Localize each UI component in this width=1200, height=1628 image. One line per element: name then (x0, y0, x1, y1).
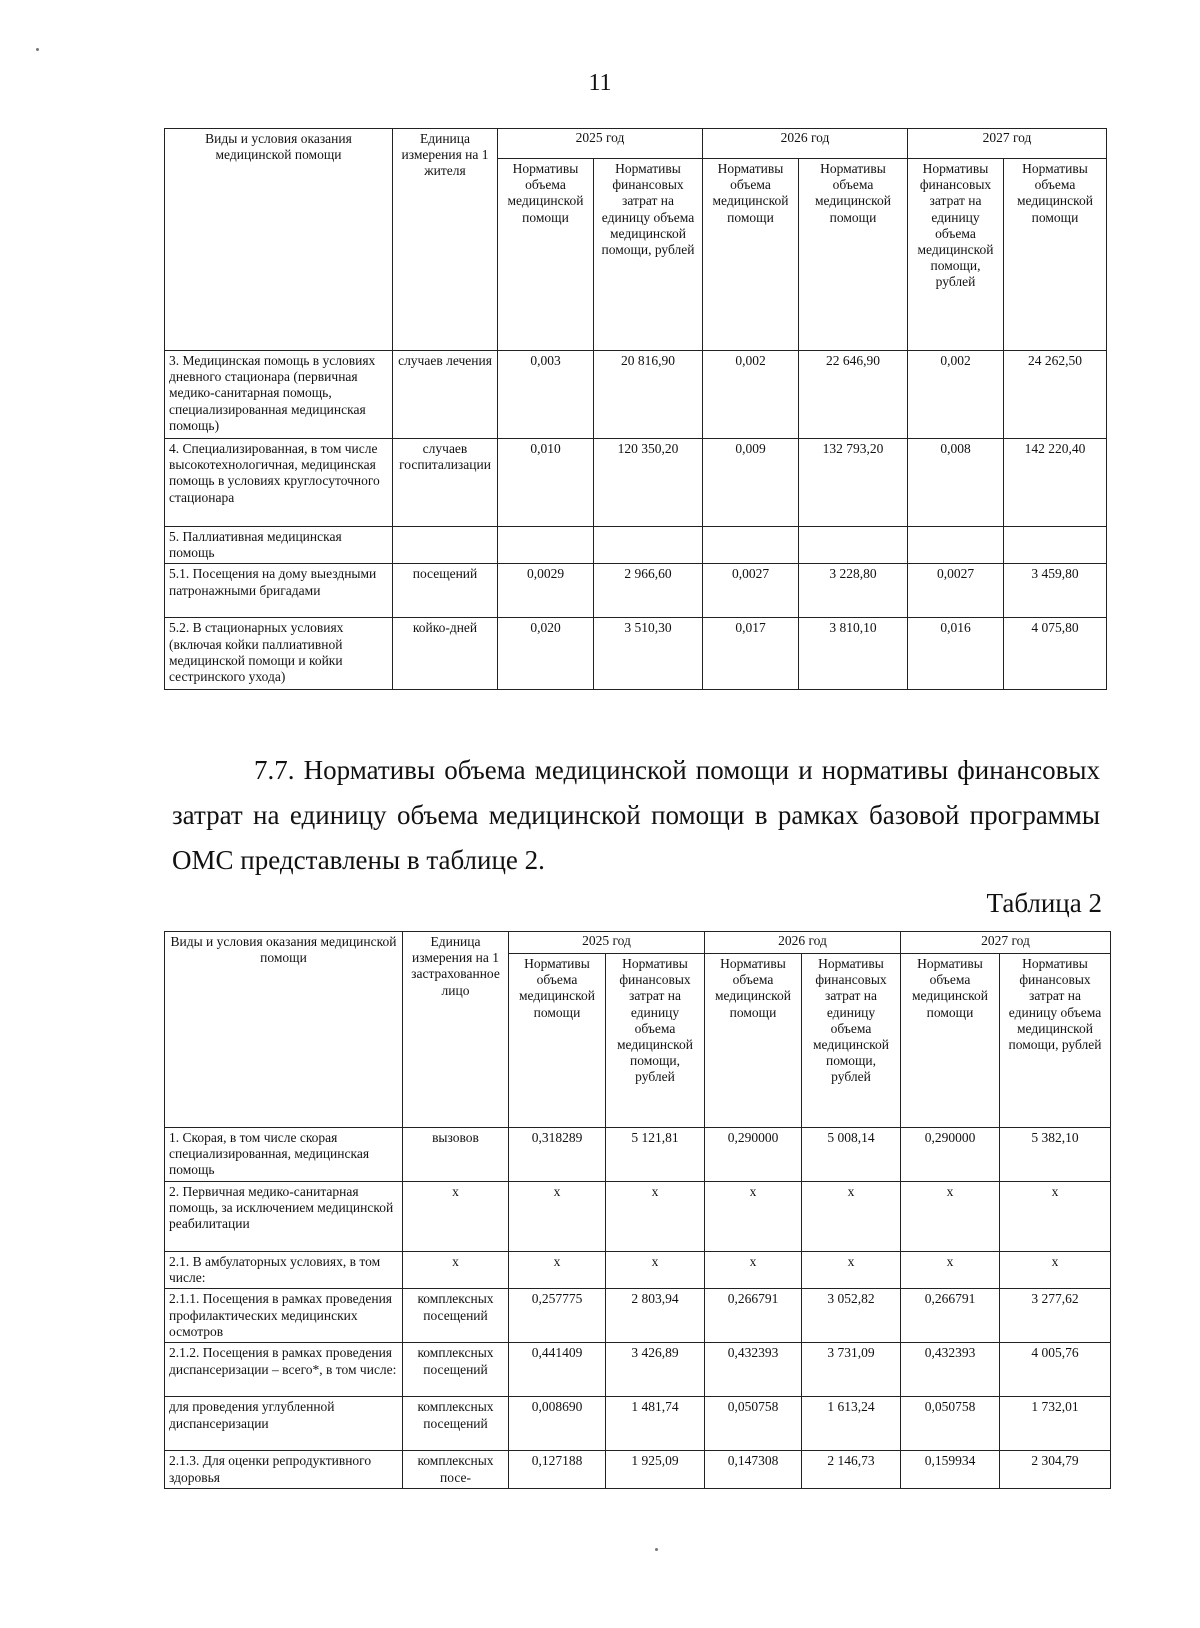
subheader-cell: Нормативы финансовых затрат на единицу объема медицинской помощи, рублей (594, 159, 703, 351)
row-label: 2.1.2. Посещения в рамках проведения диспансеризации – всего*, в том числе: (165, 1343, 403, 1397)
subheader-cell: Нормативы финансовых затрат на единицу объема медицинской помощи, рублей (606, 954, 705, 1128)
value-cell: 132 793,20 (799, 439, 908, 527)
value-cell: 0,318289 (509, 1128, 606, 1182)
value-cell: 2 966,60 (594, 564, 703, 618)
table-row (165, 351, 1107, 439)
value-cell: х (606, 1252, 705, 1289)
value-cell: 0,050758 (705, 1397, 802, 1451)
value-cell (908, 527, 1004, 564)
value-cell: х (1000, 1252, 1111, 1289)
row-unit: койко-дней (393, 618, 498, 690)
value-cell: 2 304,79 (1000, 1451, 1111, 1489)
subheader-cell: Нормативы объема медицинской помощи (703, 159, 799, 351)
value-cell: 1 481,74 (606, 1397, 705, 1451)
subheader-cell: Нормативы финансовых затрат на единицу объема медицинской помощи, рублей (1000, 954, 1111, 1128)
value-cell (1004, 527, 1107, 564)
page-number: 11 (588, 70, 612, 96)
value-cell: 0,010 (498, 439, 594, 527)
value-cell: х (509, 1252, 606, 1289)
header-unit: Единица измерения на 1 застрахованное лицо (403, 932, 509, 1128)
value-cell: х (901, 1252, 1000, 1289)
row-unit: комплексных посещений (403, 1343, 509, 1397)
table-header-row (165, 129, 1107, 159)
value-cell: 0,0029 (498, 564, 594, 618)
scan-speck (655, 1548, 658, 1551)
value-cell: 0,432393 (705, 1343, 802, 1397)
value-cell: х (509, 1182, 606, 1252)
value-cell: 3 810,10 (799, 618, 908, 690)
value-cell: 3 459,80 (1004, 564, 1107, 618)
value-cell: 2 803,94 (606, 1289, 705, 1343)
value-cell: 0,050758 (901, 1397, 1000, 1451)
header-year: 2026 год (705, 932, 901, 954)
table-1 (164, 128, 1107, 690)
value-cell: 3 510,30 (594, 618, 703, 690)
table-row (165, 1252, 1111, 1289)
header-year: 2027 год (901, 932, 1111, 954)
value-cell: 0,127188 (509, 1451, 606, 1489)
header-kind: Виды и условия оказания медицинской помощи (165, 932, 403, 1128)
header-year: 2025 год (509, 932, 705, 954)
row-label: 5.2. В стационарных условиях (включая койки паллиативной медицинской помощи и койки сестринского ухода) (165, 618, 393, 690)
value-cell: 0,009 (703, 439, 799, 527)
subheader-cell: Нормативы финансовых затрат на единицу объема медицинской помощи, рублей (802, 954, 901, 1128)
row-label: 2.1.1. Посещения в рамках проведения профилактических медицинских осмотров (165, 1289, 403, 1343)
table-row (165, 1128, 1111, 1182)
value-cell: 1 925,09 (606, 1451, 705, 1489)
value-cell: 3 426,89 (606, 1343, 705, 1397)
table-header-row (165, 932, 1111, 954)
row-label: 5.1. Посещения на дому выездными патронажными бригадами (165, 564, 393, 618)
value-cell (498, 527, 594, 564)
value-cell: х (802, 1182, 901, 1252)
value-cell: х (606, 1182, 705, 1252)
header-year: 2026 год (703, 129, 908, 159)
value-cell: 0,020 (498, 618, 594, 690)
row-unit: комплексных посе- (403, 1451, 509, 1489)
row-label: 2.1.3. Для оценки репродуктивного здоровья (165, 1451, 403, 1489)
value-cell: 3 731,09 (802, 1343, 901, 1397)
subheader-cell: Нормативы объема медицинской помощи (498, 159, 594, 351)
value-cell: 3 052,82 (802, 1289, 901, 1343)
value-cell: 120 350,20 (594, 439, 703, 527)
row-label: 3. Медицинская помощь в условиях дневного стационара (первичная медико-санитарная помощь, специализированная медицинская помощь) (165, 351, 393, 439)
table-row (165, 527, 1107, 564)
value-cell: х (1000, 1182, 1111, 1252)
table-row (165, 1397, 1111, 1451)
value-cell: 0,147308 (705, 1451, 802, 1489)
table-row (165, 1343, 1111, 1397)
value-cell: 0,008690 (509, 1397, 606, 1451)
row-unit (393, 527, 498, 564)
value-cell: 5 382,10 (1000, 1128, 1111, 1182)
header-year: 2025 год (498, 129, 703, 159)
value-cell: 0,002 (908, 351, 1004, 439)
subheader-cell: Нормативы объема медицинской помощи (1004, 159, 1107, 351)
value-cell: 0,266791 (901, 1289, 1000, 1343)
value-cell: 20 816,90 (594, 351, 703, 439)
subheader-cell: Нормативы объема медицинской помощи (705, 954, 802, 1128)
value-cell: 0,441409 (509, 1343, 606, 1397)
row-label: 1. Скорая, в том числе скорая специализированная, медицинская помощь (165, 1128, 403, 1182)
row-label: 2.1. В амбулаторных условиях, в том числе: (165, 1252, 403, 1289)
value-cell: 0,266791 (705, 1289, 802, 1343)
value-cell: 0,003 (498, 351, 594, 439)
value-cell: 0,002 (703, 351, 799, 439)
value-cell: 4 005,76 (1000, 1343, 1111, 1397)
value-cell: 1 613,24 (802, 1397, 901, 1451)
value-cell: 0,0027 (703, 564, 799, 618)
value-cell: 5 008,14 (802, 1128, 901, 1182)
table-row (165, 1451, 1111, 1489)
value-cell: х (705, 1182, 802, 1252)
header-year: 2027 год (908, 129, 1107, 159)
row-unit: х (403, 1182, 509, 1252)
scan-speck (36, 48, 39, 51)
row-label: 5. Паллиативная медицинская помощь (165, 527, 393, 564)
value-cell: 3 277,62 (1000, 1289, 1111, 1343)
header-unit: Единица измерения на 1 жителя (393, 129, 498, 351)
value-cell: 0,159934 (901, 1451, 1000, 1489)
row-unit: х (403, 1252, 509, 1289)
value-cell: 3 228,80 (799, 564, 908, 618)
value-cell: 142 220,40 (1004, 439, 1107, 527)
value-cell: 1 732,01 (1000, 1397, 1111, 1451)
value-cell: 0,0027 (908, 564, 1004, 618)
subheader-cell: Нормативы объема медицинской помощи (509, 954, 606, 1128)
row-unit: посещений (393, 564, 498, 618)
table-row (165, 439, 1107, 527)
value-cell: х (705, 1252, 802, 1289)
value-cell: х (802, 1252, 901, 1289)
subheader-cell: Нормативы объема медицинской помощи (901, 954, 1000, 1128)
row-unit: вызовов (403, 1128, 509, 1182)
subheader-cell: Нормативы финансовых затрат на единицу объема медицинской помощи, рублей (908, 159, 1004, 351)
value-cell: 0,290000 (901, 1128, 1000, 1182)
row-unit: случаев госпитализации (393, 439, 498, 527)
row-label: 2. Первичная медико-санитарная помощь, за исключением медицинской реабилитации (165, 1182, 403, 1252)
row-unit: случаев лечения (393, 351, 498, 439)
table-row (165, 1182, 1111, 1252)
value-cell: 0,290000 (705, 1128, 802, 1182)
value-cell: 0,432393 (901, 1343, 1000, 1397)
row-unit: комплексных посещений (403, 1289, 509, 1343)
value-cell: 0,017 (703, 618, 799, 690)
value-cell: х (901, 1182, 1000, 1252)
row-unit: комплексных посещений (403, 1397, 509, 1451)
table-row (165, 618, 1107, 690)
value-cell: 4 075,80 (1004, 618, 1107, 690)
value-cell (594, 527, 703, 564)
value-cell: 22 646,90 (799, 351, 908, 439)
subheader-cell: Нормативы объема медицинской помощи (799, 159, 908, 351)
value-cell: 0,016 (908, 618, 1004, 690)
table-caption: Таблица 2 (986, 888, 1102, 918)
section-paragraph: 7.7. Нормативы объема медицинской помощи и нормативы финансовых затрат на единицу объема медицинской помощи в рамках базовой программы ОМС представлены в таблице 2. (172, 755, 1100, 875)
value-cell (703, 527, 799, 564)
table-2 (164, 931, 1111, 1489)
value-cell: 0,008 (908, 439, 1004, 527)
row-label: 4. Специализированная, в том числе высокотехнологичная, медицинская помощь в условиях круглосуточного стационара (165, 439, 393, 527)
table-row (165, 564, 1107, 618)
header-kind: Виды и условия оказания медицинской помощи (165, 129, 393, 351)
row-label: для проведения углубленной диспансеризации (165, 1397, 403, 1451)
value-cell: 5 121,81 (606, 1128, 705, 1182)
value-cell: 0,257775 (509, 1289, 606, 1343)
value-cell (799, 527, 908, 564)
value-cell: 24 262,50 (1004, 351, 1107, 439)
value-cell: 2 146,73 (802, 1451, 901, 1489)
table-row (165, 1289, 1111, 1343)
